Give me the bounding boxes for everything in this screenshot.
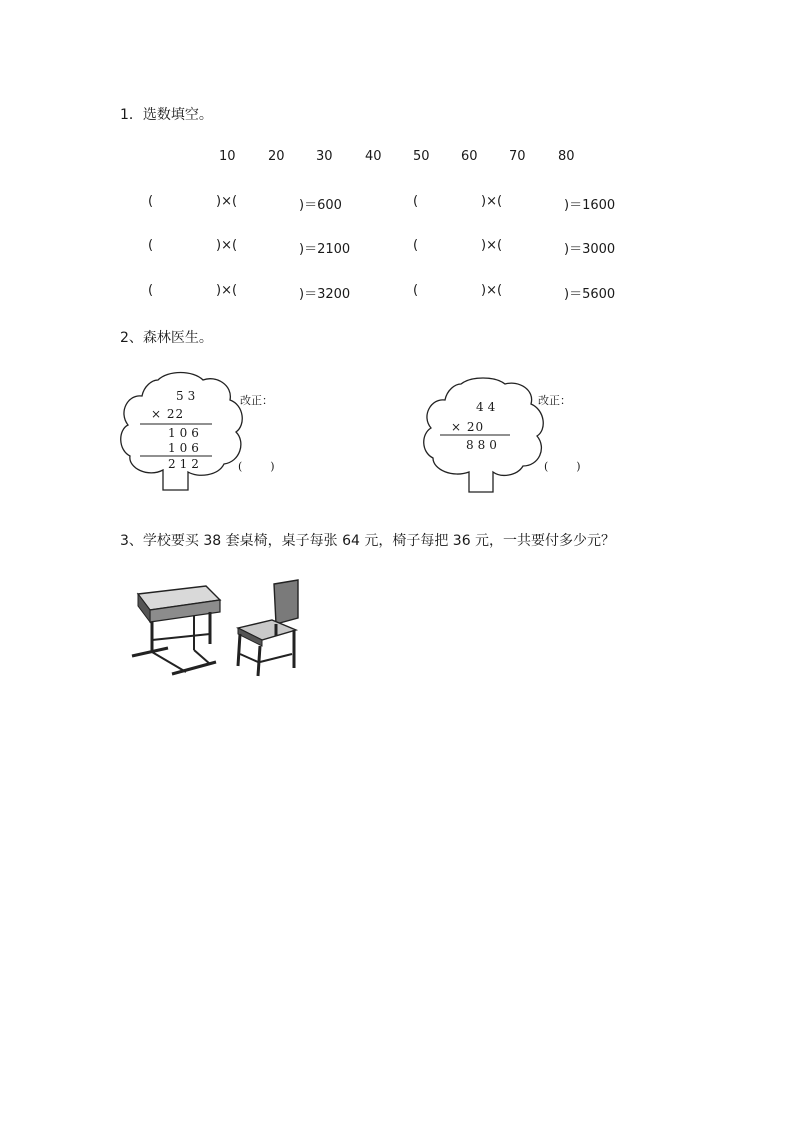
calc2-multiplier: × 20 xyxy=(451,420,485,434)
number-choice: 70 xyxy=(509,149,526,164)
question-3-title: 3、学校要买 38 套桌椅，桌子每张 64 元，椅子每把 36 元，一共要付多少元？ xyxy=(120,533,616,549)
calc1-line xyxy=(140,423,212,425)
open-paren: ( xyxy=(413,238,419,253)
calc1-partial-1: 106 xyxy=(168,426,203,440)
calc1-result: 212 xyxy=(168,457,203,471)
calc1-partial-2: 106 xyxy=(168,441,203,455)
answer-bracket[interactable]: ( ) xyxy=(544,460,581,473)
times-sign: )×( xyxy=(216,194,238,209)
desk-image xyxy=(128,582,223,682)
number-choice: 60 xyxy=(461,149,478,164)
chair-image xyxy=(232,578,307,678)
calc2-line xyxy=(440,434,510,436)
equation-result: )＝5600 xyxy=(564,287,616,302)
equation-result: )＝2100 xyxy=(299,242,351,257)
question-2-title: 2、森林医生。 xyxy=(120,330,213,346)
times-sign: )×( xyxy=(481,194,503,209)
number-choice: 80 xyxy=(558,149,575,164)
number-choice: 30 xyxy=(316,149,333,164)
equation-result: )＝3000 xyxy=(564,242,616,257)
equation-result: )＝3200 xyxy=(299,287,351,302)
times-sign: )×( xyxy=(481,238,503,253)
equation-result: )＝600 xyxy=(299,198,342,213)
times-sign: )×( xyxy=(216,238,238,253)
number-choice: 50 xyxy=(413,149,430,164)
open-paren: ( xyxy=(148,194,154,209)
times-sign: )×( xyxy=(481,283,503,298)
open-paren: ( xyxy=(413,283,419,298)
equation-result: )＝1600 xyxy=(564,198,616,213)
calc1-top: 53 xyxy=(176,389,200,403)
number-choice: 20 xyxy=(268,149,285,164)
question-1-title: 1．选数填空。 xyxy=(120,107,213,123)
correction-label: 改正： xyxy=(538,394,571,407)
answer-bracket[interactable]: ( ) xyxy=(238,460,275,473)
correction-label: 改正： xyxy=(240,394,273,407)
open-paren: ( xyxy=(148,283,154,298)
calc2-top: 44 xyxy=(476,400,500,414)
times-sign: )×( xyxy=(216,283,238,298)
open-paren: ( xyxy=(413,194,419,209)
calc2-result: 880 xyxy=(466,438,501,452)
number-choice: 40 xyxy=(365,149,382,164)
open-paren: ( xyxy=(148,238,154,253)
calc1-multiplier: × 22 xyxy=(151,407,185,421)
number-choice: 10 xyxy=(219,149,236,164)
